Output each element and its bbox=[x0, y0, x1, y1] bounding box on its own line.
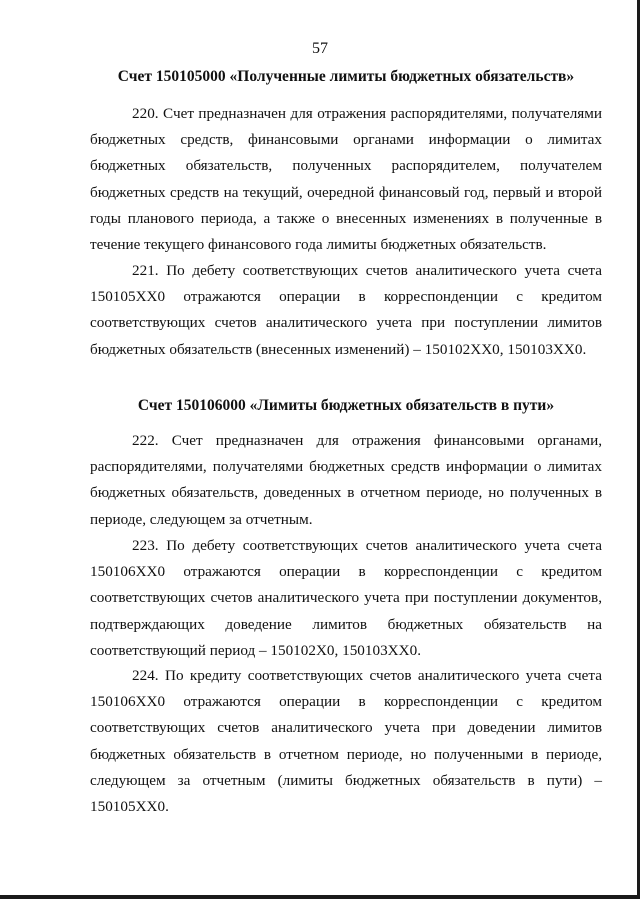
paragraph-221: 221. По дебету соответствующих счетов аналитического учета счета 150105ХХ0 отражаются операции в корреспонденции с кредитом соответствующих счетов аналитического учета при поступлении лимитов бюджетных обязательств (внесенных изменений) – 150102ХХ0, 150103ХХ0. bbox=[90, 262, 602, 358]
section-heading-150105000: Счет 150105000 «Полученные лимиты бюджетных обязательств» bbox=[117, 68, 575, 85]
paragraph-220: 220. Счет предназначен для отражения распорядителями, получателями бюджетных средств, финансовыми органами информации о лимитах бюджетных обязательств, полученных распорядителем, получателем бюджетных средств на текущий, очередной финансовый год, первый и второй годы планового периода, а также о внесенных изменениях в полученные в течение текущего финансового года лимиты бюджетных обязательств. bbox=[90, 105, 602, 254]
scan-border-bottom bbox=[0, 895, 640, 899]
section-heading-150106000: Счет 150106000 «Лимиты бюджетных обязательств в пути» bbox=[137, 397, 555, 414]
paragraph-222: 222. Счет предназначен для отражения финансовыми органами, распорядителями, получателями бюджетных средств информации о лимитах бюджетных обязательств, доведенных в отчетном периоде, но полученных в периоде, следующем за отчетным. bbox=[90, 432, 602, 528]
paragraph-224: 224. По кредиту соответствующих счетов аналитического учета счета 150106ХХ0 отражаются операции в корреспонденции с кредитом соответствующих счетов аналитического учета при доведении лимитов бюджетных обязательств в отчетном периоде, но полученными в периоде, следующем за отчетным (лимиты бюджетных обязательств в пути) – 150105ХХ0. bbox=[90, 667, 602, 816]
page-number: 57 bbox=[312, 40, 328, 57]
paragraph-223: 223. По дебету соответствующих счетов аналитического учета счета 150106ХХ0 отражаются операции в корреспонденции с кредитом соответствующих счетов аналитического учета при поступлении документов, подтверждающих доведение лимитов бюджетных обязательств на соответствующий период – 150102Х0, 150103ХХ0. bbox=[90, 537, 602, 659]
